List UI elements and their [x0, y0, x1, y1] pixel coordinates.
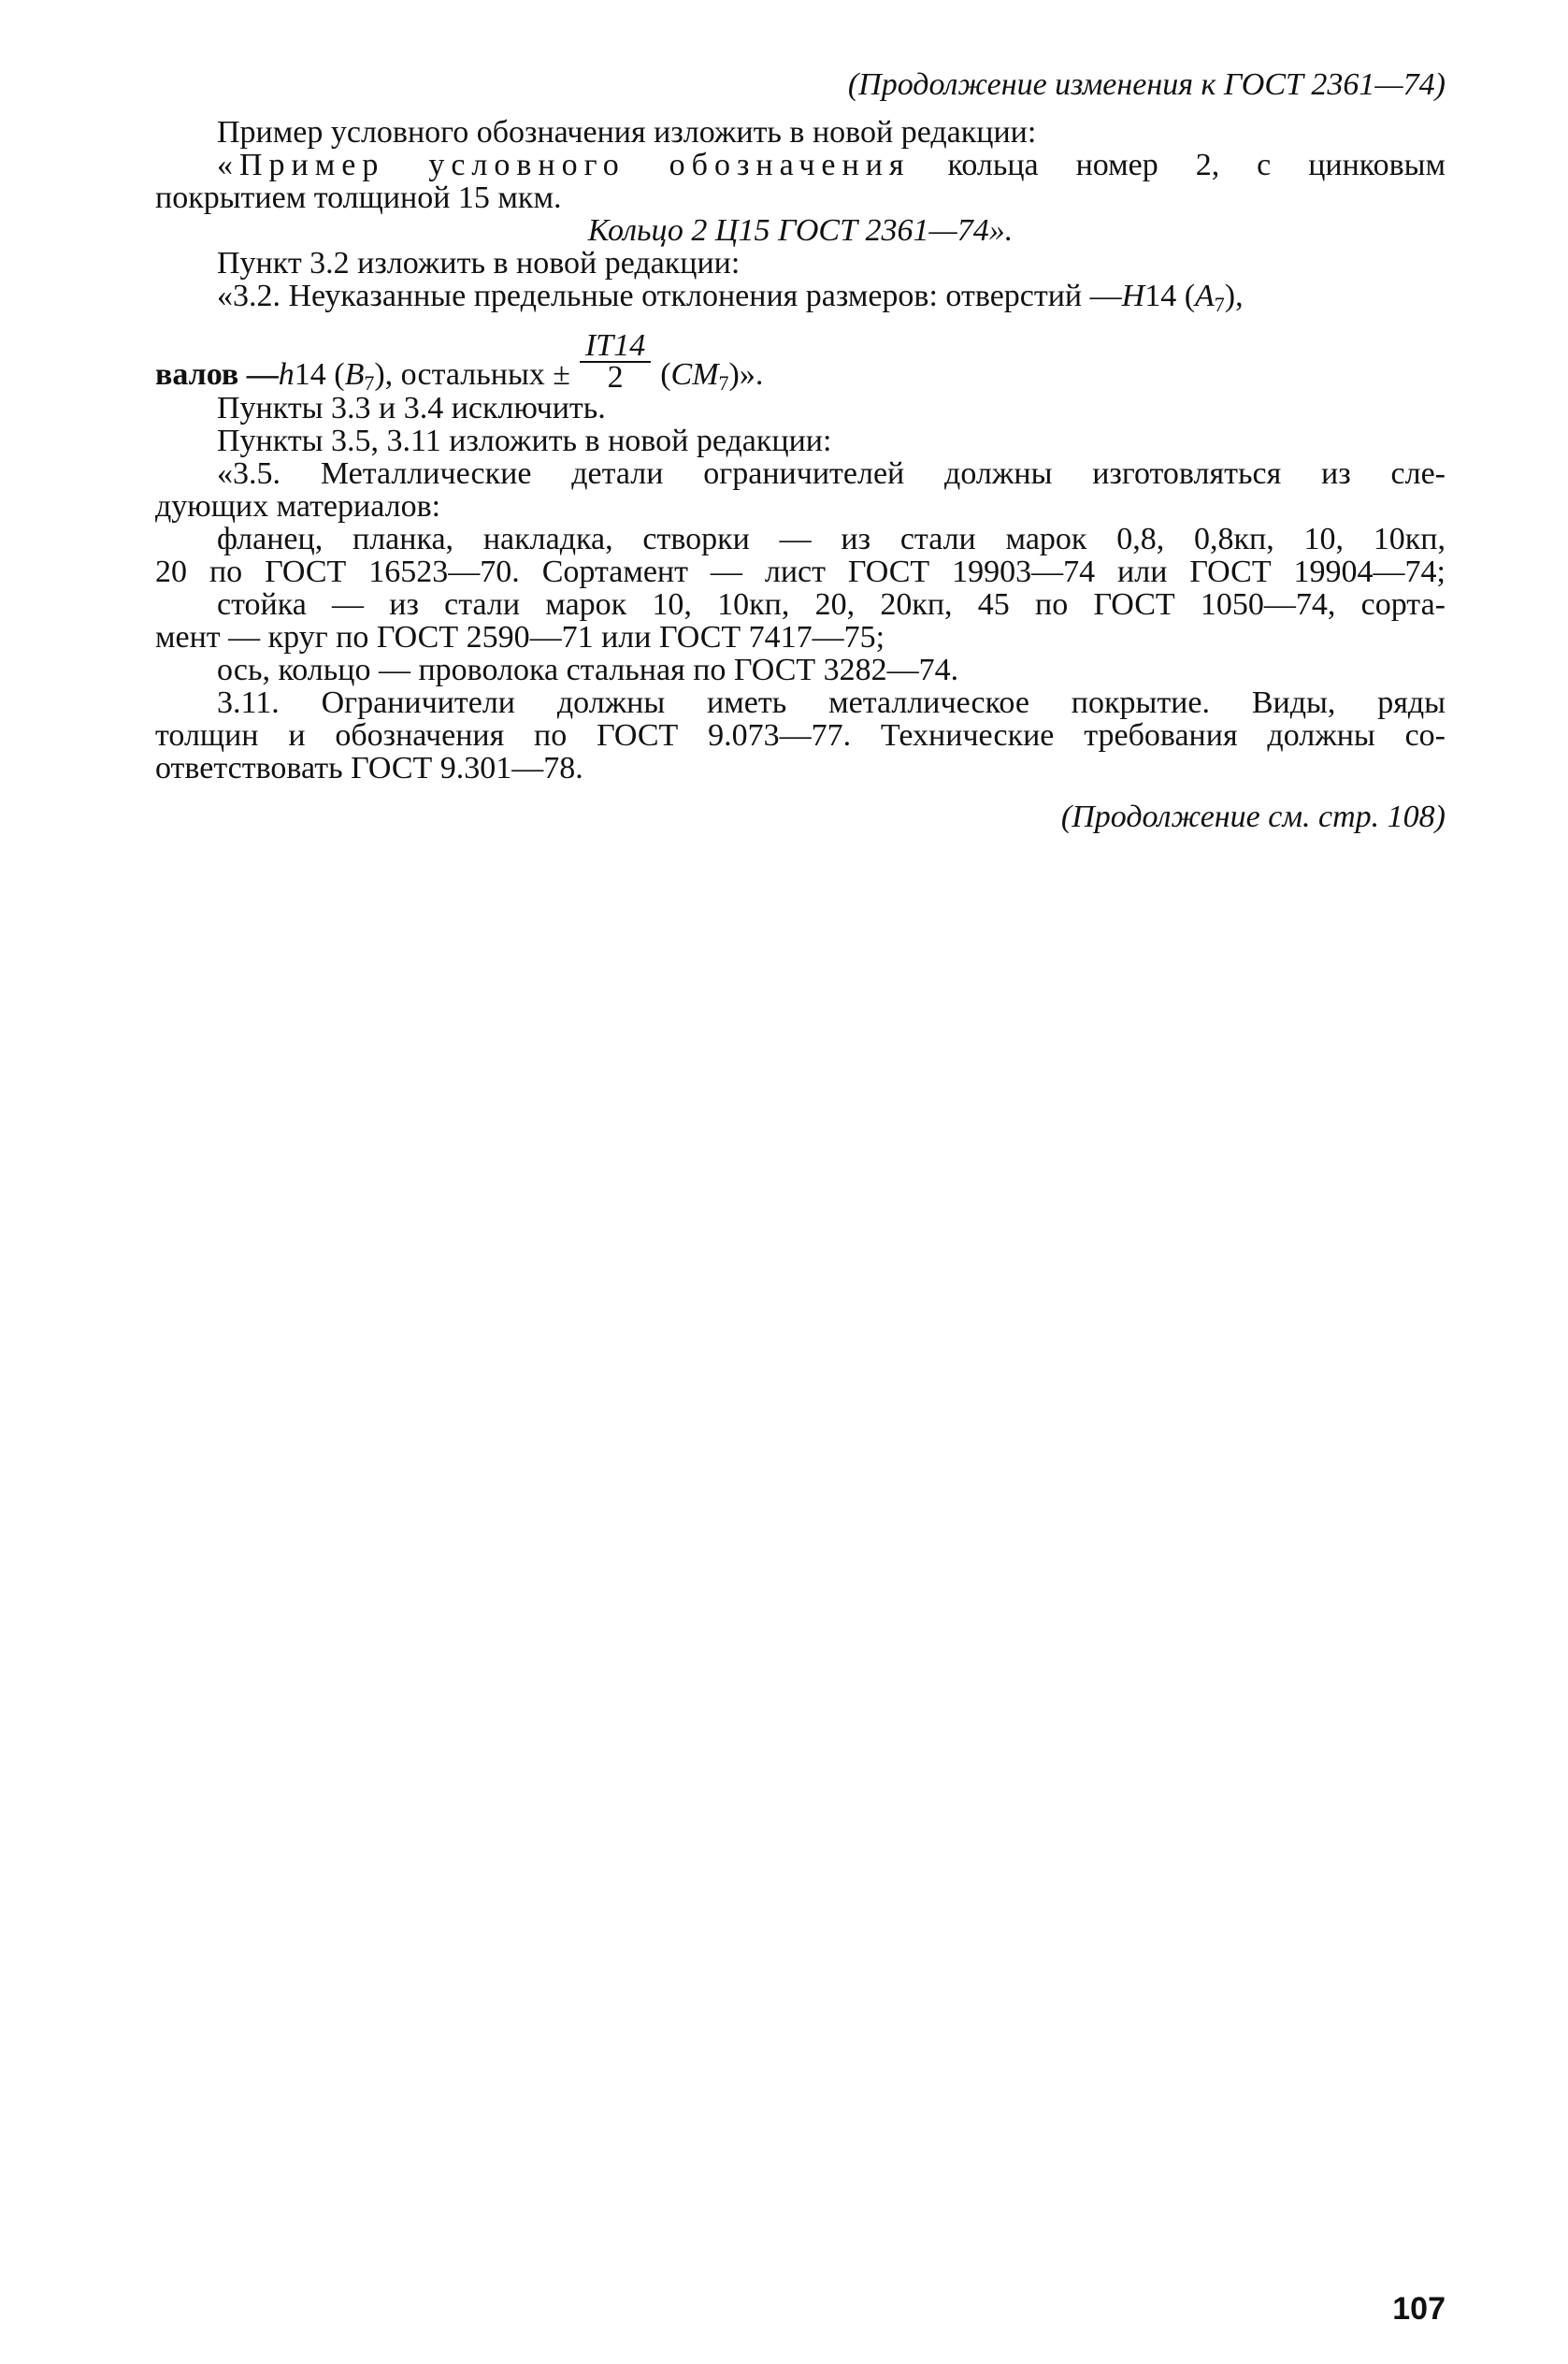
tolerance-fraction	[580, 328, 651, 395]
fraction-numerator: IT14	[580, 331, 651, 363]
tolerance-b-symbol: B	[344, 356, 365, 392]
cm-open: (	[660, 356, 671, 392]
paragraph-10: ось, кольцо — проволока стальная по ГОСТ 3282—74.	[217, 653, 959, 687]
header-continuation: (Продолжение изменения к ГОСТ 2361—74)	[847, 67, 1446, 102]
cm-symbol: CM	[670, 356, 719, 392]
paragraph-7-line-1: «3.5. Металлические детали ограничителей должны изготовляться из сле-	[217, 456, 1446, 491]
tolerance-small-h-symbol: h	[278, 356, 295, 392]
tolerance-text: «3.2. Неуказанные предельные отклонения размеров: отверстий —	[217, 279, 1122, 313]
paragraph-4-line-1	[155, 279, 1446, 316]
paragraph-2-line-1	[155, 149, 1446, 181]
page-number: 107	[1392, 2291, 1446, 2327]
paragraph-9-line-1: стойка — из стали марок 10, 10кп, 20, 20кп, 45 по ГОСТ 1050—74, сорта-	[217, 587, 1446, 622]
paragraph-1: Пример условного обозначения изложить в новой редакции:	[217, 115, 1037, 150]
cm-subscript: 7	[718, 370, 729, 395]
example-rest-text: кольца номер 2, с цинковым	[910, 148, 1446, 182]
paragraph-3: Пункт 3.2 изложить в новой редакции:	[217, 246, 741, 281]
tolerance-a-subscript: 7	[1214, 293, 1225, 316]
tolerance-h-symbol: H	[1121, 279, 1145, 313]
fraction-denominator: 2	[607, 360, 624, 395]
paragraph-7-line-2: дующих материалов:	[155, 489, 441, 524]
paragraph-2-line-2: покрытием толщиной 15 мкм.	[155, 180, 562, 215]
others-text: ), остальных ±	[374, 356, 570, 392]
ring-designation: Кольцо 2 Ц15 ГОСТ 2361—74».	[587, 213, 1014, 248]
tolerance-h-number: 14 (	[1144, 279, 1196, 313]
paragraph-11-line-2: толщин и обозначения по ГОСТ 9.073—77. Технические требования должны со-	[155, 718, 1446, 753]
tolerance-close: ),	[1224, 279, 1244, 313]
paragraph-11-line-1: 3.11. Ограничители должны иметь металлическое покрытие. Виды, ряды	[217, 685, 1446, 720]
paragraph-5: Пункты 3.3 и 3.4 исключить.	[217, 391, 606, 425]
tolerance-b-subscript: 7	[364, 370, 375, 395]
shafts-label: валов —	[155, 356, 279, 392]
paragraph-6: Пункты 3.5, 3.11 изложить в новой редакции:	[217, 424, 832, 458]
paragraph-9-line-2: мент — круг по ГОСТ 2590—71 или ГОСТ 7417—75;	[155, 620, 885, 655]
paragraph-8-line-1: фланец, планка, накладка, створки — из стали марок 0,8, 0,8кп, 10, 10кп,	[217, 522, 1446, 556]
paragraph-11-line-3: ответствовать ГОСТ 9.301—78.	[155, 751, 583, 786]
tolerance-a-symbol: A	[1195, 279, 1215, 313]
tolerance-small-h-number: 14 (	[294, 356, 345, 392]
cm-close: )».	[728, 356, 764, 392]
paragraph-8-line-2: 20 по ГОСТ 16523—70. Сортамент — лист ГОСТ 19903—74 или ГОСТ 19904—74;	[155, 555, 1446, 589]
example-spaced-text: «Пример условного обозначения	[217, 148, 911, 182]
footer-continuation: (Продолжение см. стр. 108)	[1060, 800, 1446, 834]
